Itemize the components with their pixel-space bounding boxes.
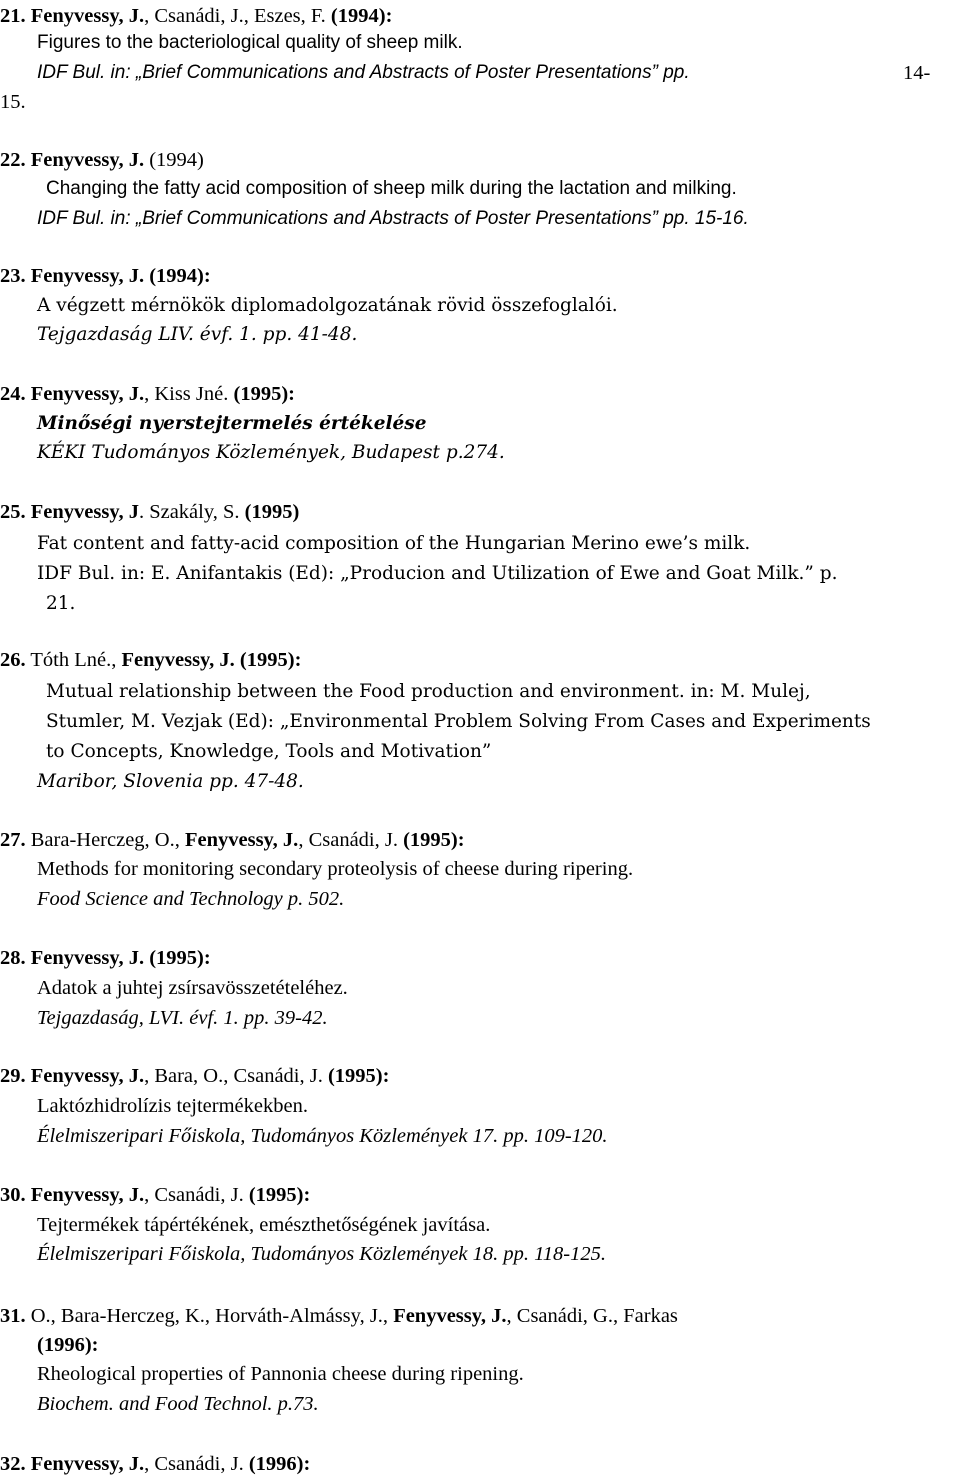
year: (1995) <box>244 501 300 523</box>
author-plain: Bara-Herczeg, O., <box>30 829 185 851</box>
author-bold: Fenyvessy, J. (1995): <box>121 649 302 671</box>
entry-30-source: Élelmiszeripari Főiskola, Tudományos Közlemények 18. pp. 118-125. <box>37 1243 607 1265</box>
entry-29-title: Laktózhidrolízis tejtermékekben. <box>37 1095 308 1117</box>
entry-25-page: 21. <box>46 593 76 614</box>
author-plain: , Bara, O., Csanádi, J. <box>144 1065 328 1087</box>
entry-31-source: Biochem. and Food Technol. p.73. <box>37 1393 319 1415</box>
entry-23-title: A végzett mérnökök diplomadolgozatának rövid összefoglalói. <box>37 295 618 316</box>
year: (1995): <box>248 1184 311 1206</box>
year: (1994): <box>330 5 393 27</box>
author-bold: Fenyvessy, J. <box>30 149 145 171</box>
entry-26-header <box>0 646 301 674</box>
entry-number: 27. <box>0 829 26 851</box>
text-line: Mutual relationship between the Food production and environment. in: M. Mulej, <box>46 681 811 702</box>
entry-26-title-line3: to Concepts, Knowledge, Tools and Motivation” <box>46 741 492 762</box>
author-plain: . Szakály, S. <box>138 501 245 523</box>
entry-29-header <box>0 1062 389 1090</box>
author-bold: Fenyvessy, J. <box>393 1305 507 1327</box>
author-bold: Fenyvessy, J <box>30 501 139 523</box>
author-plain: , Csanádi, J. <box>298 829 404 851</box>
entry-21-source: IDF Bul. in: „Brief Communications and Abstracts of Poster Presentations” pp. <box>37 62 690 83</box>
entry-27-title: Methods for monitoring secondary proteolysis of cheese during ripering. <box>37 858 634 880</box>
author-bold: Fenyvessy, J. <box>30 383 145 405</box>
entry-21-page-start: 14- <box>903 62 931 84</box>
entry-number: 29. <box>0 1065 26 1087</box>
entry-21-header <box>0 2 392 30</box>
entry-number: 26. <box>0 649 26 671</box>
author-bold: Fenyvessy, J. (1995): <box>30 947 211 969</box>
entry-27-header <box>0 826 465 854</box>
author-plain: , Csanádi, J. <box>144 1453 249 1475</box>
author-bold: Fenyvessy, J. <box>30 1453 145 1475</box>
entry-number: 28. <box>0 947 26 969</box>
entry-28-source: Tejgazdaság, LVI. évf. 1. pp. 39-42. <box>37 1007 328 1029</box>
entry-22-source: IDF Bul. in: „Brief Communications and Abstracts of Poster Presentations” pp. 15-16. <box>37 208 749 229</box>
author-bold: Fenyvessy, J. <box>184 829 299 851</box>
entry-25-title: Fat content and fatty-acid composition of the Hungarian Merino ewe’s milk. <box>37 533 751 554</box>
entry-29-source: Élelmiszeripari Főiskola, Tudományos Közlemények 17. pp. 109-120. <box>37 1125 608 1147</box>
entry-31-year: (1996): <box>37 1334 99 1356</box>
entry-30-title: Tejtermékek tápértékének, emészthetőségének javítása. <box>37 1214 491 1236</box>
author-bold: Fenyvessy, J. (1994): <box>30 265 211 287</box>
entry-21-page-end: 15. <box>0 91 26 113</box>
entry-number: 23. <box>0 265 26 287</box>
entry-number: 30. <box>0 1184 26 1206</box>
entry-24-source: KÉKI Tudományos Közlemények, Budapest p.274. <box>37 442 505 463</box>
entry-number: 32. <box>0 1453 26 1475</box>
year: (1994) <box>144 149 204 171</box>
author-plain: O., Bara-Herczeg, K., Horváth-Almássy, J., <box>30 1305 394 1327</box>
entry-number: 21. <box>0 5 26 27</box>
author-bold: Fenyvessy, J. <box>30 5 145 27</box>
year: (1995): <box>327 1065 390 1087</box>
entry-26-title-line1 <box>46 678 958 706</box>
author-plain: Tóth Lné., <box>30 649 122 671</box>
entry-23-header <box>0 262 211 290</box>
entry-number: 31. <box>0 1305 26 1327</box>
entry-25-source: IDF Bul. in: E. Anifantakis (Ed): „Producion and Utilization of Ewe and Goat Milk.” p. <box>37 563 838 584</box>
author-plain: , Kiss Jné. <box>144 383 234 405</box>
entry-31-header <box>0 1302 678 1330</box>
entry-26-title-line2: Stumler, M. Vezjak (Ed): „Environmental Problem Solving From Cases and Experiments <box>46 711 871 732</box>
entry-27-source: Food Science and Technology p. 502. <box>37 888 345 910</box>
author-bold: Fenyvessy, J. <box>30 1184 145 1206</box>
entry-26-source: Maribor, Slovenia pp. 47-48. <box>37 771 304 792</box>
author-plain: , Csanádi, J., Eszes, F. <box>144 5 331 27</box>
entry-31-title: Rheological properties of Pannonia cheese during ripening. <box>37 1363 524 1385</box>
entry-28-title: Adatok a juhtej zsírsavösszetételéhez. <box>37 977 348 999</box>
entry-24-header <box>0 380 295 408</box>
entry-22-title: Changing the fatty acid composition of sheep milk during the lactation and milking. <box>46 178 737 199</box>
entry-24-title: Minőségi nyerstejtermelés értékelése <box>37 413 427 434</box>
entry-number: 24. <box>0 383 26 405</box>
entry-number: 25. <box>0 501 26 523</box>
entry-28-header <box>0 944 211 972</box>
entry-21-title: Figures to the bacteriological quality of sheep milk. <box>37 32 463 53</box>
author-bold: Fenyvessy, J. <box>30 1065 145 1087</box>
entry-25-header <box>0 498 299 526</box>
entry-32-header <box>0 1450 310 1478</box>
author-plain: , Csanádi, G., Farkas <box>506 1305 678 1327</box>
entry-30-header <box>0 1181 310 1209</box>
entry-23-source: Tejgazdaság LIV. évf. 1. pp. 41-48. <box>37 324 358 345</box>
year: (1995): <box>233 383 295 405</box>
year: (1996): <box>248 1453 311 1475</box>
year: (1995): <box>403 829 465 851</box>
entry-22-header <box>0 146 204 174</box>
author-plain: , Csanádi, J. <box>144 1184 249 1206</box>
entry-number: 22. <box>0 149 26 171</box>
